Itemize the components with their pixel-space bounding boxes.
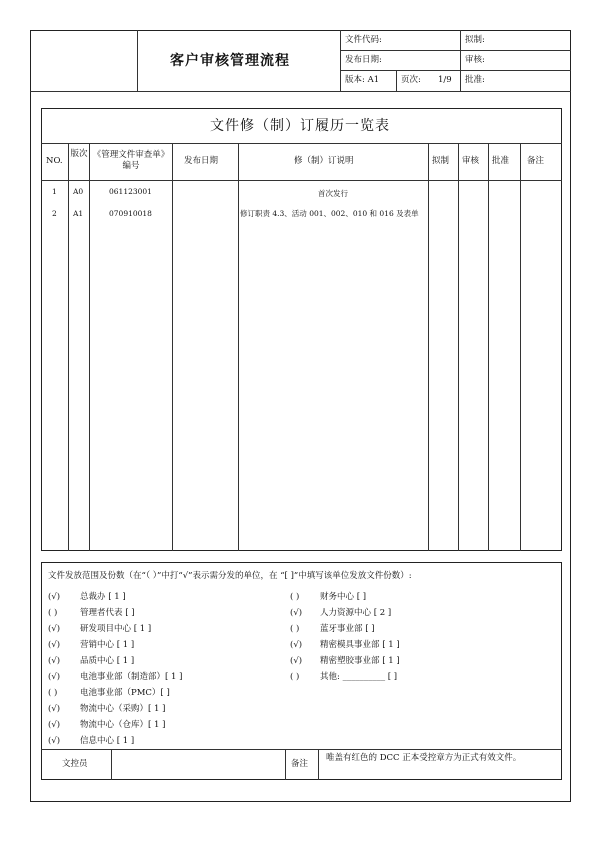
revision-table-frame bbox=[41, 108, 562, 551]
approve-label: 批准: bbox=[465, 75, 485, 85]
row-description: 首次发行 bbox=[318, 189, 348, 198]
dept-label: 其他: __________ [ ] bbox=[320, 672, 398, 682]
row-version: A1 bbox=[73, 209, 84, 218]
dept-label: 营销中心 [ 1 ] bbox=[80, 640, 135, 650]
dept-label: 总裁办 [ 1 ] bbox=[80, 592, 126, 602]
review-label: 审核: bbox=[465, 55, 485, 65]
check-mark: (√) bbox=[48, 736, 61, 746]
dept-label: 信息中心 [ 1 ] bbox=[80, 736, 135, 746]
check-mark: (√) bbox=[48, 720, 61, 730]
check-mark: (√) bbox=[290, 656, 303, 666]
check-mark: ( ) bbox=[48, 608, 58, 618]
row-no: 2 bbox=[52, 209, 57, 218]
col-header-description: 修（制）订说明 bbox=[294, 156, 354, 166]
col-header-no: NO. bbox=[46, 156, 63, 166]
distribution-instruction: 文件发放范围及份数（在“（ ）”中打“√”表示需分发的单位，在 “[ ]”中填写该单位发放文件份数）: bbox=[48, 571, 412, 581]
dept-label: 蓝牙事业部 [ ] bbox=[320, 624, 375, 634]
col-header-version: 版次 bbox=[70, 149, 88, 159]
doc-code-label: 文件代码: bbox=[345, 35, 382, 45]
doc-controller-label: 文控员 bbox=[62, 759, 88, 769]
col-header-review-number: 《管理文件审查单》编号 bbox=[92, 150, 170, 171]
remark-text: 唯盖有红色的 DCC 正本受控章方为正式有效文件。 bbox=[326, 753, 522, 763]
row-version: A0 bbox=[73, 187, 84, 196]
row-review-number: 070910018 bbox=[109, 209, 152, 218]
check-mark: ( ) bbox=[290, 624, 300, 634]
row-description: 修订职责 4.3、活动 001、002、010 和 016 及表单 bbox=[240, 209, 419, 218]
version-label: 版本: A1 bbox=[345, 75, 380, 85]
check-mark: (√) bbox=[48, 656, 61, 666]
check-mark: (√) bbox=[48, 672, 61, 682]
row-no: 1 bbox=[52, 187, 57, 196]
check-mark: (√) bbox=[48, 640, 61, 650]
dept-label: 财务中心 [ ] bbox=[320, 592, 367, 602]
remark-label: 备注 bbox=[291, 759, 309, 769]
draft-label: 拟制: bbox=[465, 35, 485, 45]
issue-date-label: 发布日期: bbox=[345, 55, 382, 65]
check-mark: ( ) bbox=[290, 592, 300, 602]
dept-label: 品质中心 [ 1 ] bbox=[80, 656, 135, 666]
page-title: 客户审核管理流程 bbox=[170, 53, 290, 69]
dept-label: 电池事业部（PMC）[ ] bbox=[80, 688, 170, 698]
dept-label: 研发项目中心 [ 1 ] bbox=[80, 624, 152, 634]
dept-label: 人力资源中心 [ 2 ] bbox=[320, 608, 392, 618]
check-mark: (√) bbox=[290, 608, 303, 618]
page-label: 页次: bbox=[401, 75, 421, 85]
check-mark: (√) bbox=[290, 640, 303, 650]
col-header-review: 审核 bbox=[462, 156, 480, 166]
row-review-number: 061123001 bbox=[109, 187, 152, 196]
dept-label: 管理者代表 [ ] bbox=[80, 608, 135, 618]
check-mark: (√) bbox=[48, 704, 61, 714]
col-header-issue-date: 发布日期 bbox=[184, 156, 219, 166]
col-header-draft: 拟制 bbox=[432, 156, 450, 166]
check-mark: (√) bbox=[48, 624, 61, 634]
check-mark: (√) bbox=[48, 592, 61, 602]
col-header-remark: 备注 bbox=[527, 156, 545, 166]
dept-label: 精密塑胶事业部 [ 1 ] bbox=[320, 656, 400, 666]
dept-label: 精密模具事业部 [ 1 ] bbox=[320, 640, 400, 650]
dept-label: 电池事业部（制造部）[ 1 ] bbox=[80, 672, 183, 682]
dept-label: 物流中心（仓库）[ 1 ] bbox=[80, 720, 166, 730]
page-value: 1/9 bbox=[438, 75, 452, 85]
revision-table-title: 文件修（制）订履历一览表 bbox=[210, 118, 390, 134]
check-mark: ( ) bbox=[48, 688, 58, 698]
col-header-approve: 批准 bbox=[492, 156, 510, 166]
dept-label: 物流中心（采购）[ 1 ] bbox=[80, 704, 166, 714]
check-mark: ( ) bbox=[290, 672, 300, 682]
